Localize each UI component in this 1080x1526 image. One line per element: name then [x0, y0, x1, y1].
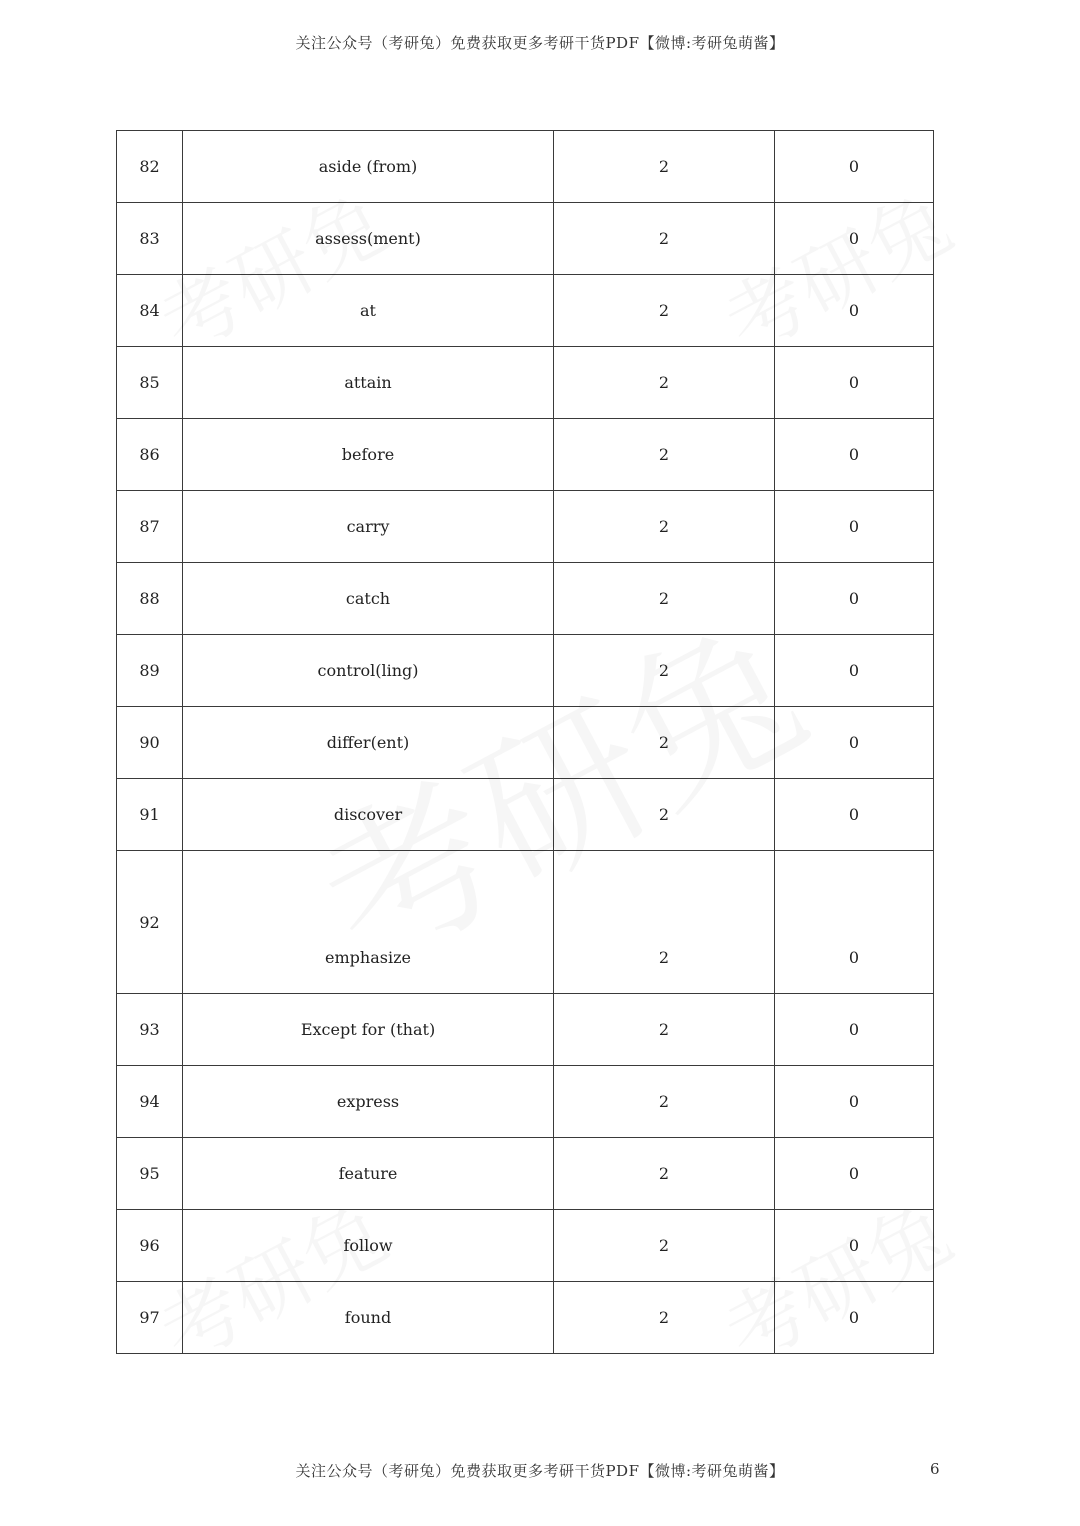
row-word: assess(ment)	[183, 203, 554, 275]
row-number: 84	[117, 275, 183, 347]
row-frequency: 2	[554, 131, 775, 203]
row-zero-count: 0	[775, 1066, 934, 1138]
row-frequency: 2	[554, 275, 775, 347]
table-row	[117, 994, 934, 1066]
row-number: 86	[117, 419, 183, 491]
row-word: at	[183, 275, 554, 347]
row-word: differ(ent)	[183, 707, 554, 779]
row-frequency: 2	[554, 491, 775, 563]
row-word: emphasize	[183, 851, 554, 994]
row-number: 85	[117, 347, 183, 419]
table-row	[117, 347, 934, 419]
row-frequency: 2	[554, 779, 775, 851]
row-zero-count: 0	[775, 203, 934, 275]
row-zero-count: 0	[775, 779, 934, 851]
row-zero-count: 0	[775, 851, 934, 994]
row-zero-count: 0	[775, 131, 934, 203]
row-word: attain	[183, 347, 554, 419]
row-frequency: 2	[554, 1138, 775, 1210]
table-row	[117, 851, 934, 994]
page-footer: 关注公众号（考研兔）免费获取更多考研干货PDF【微博:考研兔萌酱】	[295, 1462, 785, 1480]
table-row	[117, 779, 934, 851]
table-row	[117, 275, 934, 347]
row-number: 97	[117, 1282, 183, 1354]
table-row	[117, 635, 934, 707]
row-number: 88	[117, 563, 183, 635]
row-zero-count: 0	[775, 1210, 934, 1282]
row-zero-count: 0	[775, 707, 934, 779]
row-number: 90	[117, 707, 183, 779]
row-word: catch	[183, 563, 554, 635]
row-word: discover	[183, 779, 554, 851]
row-zero-count: 0	[775, 491, 934, 563]
table-row	[117, 1138, 934, 1210]
table-row	[117, 131, 934, 203]
row-word: found	[183, 1282, 554, 1354]
row-frequency: 2	[554, 635, 775, 707]
row-zero-count: 0	[775, 1282, 934, 1354]
row-zero-count: 0	[775, 635, 934, 707]
row-frequency: 2	[554, 347, 775, 419]
row-word: follow	[183, 1210, 554, 1282]
row-zero-count: 0	[775, 994, 934, 1066]
row-number: 92	[117, 851, 183, 994]
row-zero-count: 0	[775, 347, 934, 419]
row-word: aside (from)	[183, 131, 554, 203]
row-frequency: 2	[554, 707, 775, 779]
table-row	[117, 1066, 934, 1138]
row-number: 91	[117, 779, 183, 851]
row-word: carry	[183, 491, 554, 563]
row-number: 93	[117, 994, 183, 1066]
table-row	[117, 203, 934, 275]
row-number: 96	[117, 1210, 183, 1282]
row-word: before	[183, 419, 554, 491]
row-number: 94	[117, 1066, 183, 1138]
row-number: 89	[117, 635, 183, 707]
row-frequency: 2	[554, 563, 775, 635]
row-frequency: 2	[554, 203, 775, 275]
row-zero-count: 0	[775, 563, 934, 635]
page-number: 6	[930, 1460, 940, 1478]
vocab-table	[116, 130, 934, 1354]
table-row	[117, 1282, 934, 1354]
row-number: 83	[117, 203, 183, 275]
table-row	[117, 1210, 934, 1282]
table-row	[117, 491, 934, 563]
row-frequency: 2	[554, 1066, 775, 1138]
row-zero-count: 0	[775, 275, 934, 347]
table-row	[117, 707, 934, 779]
row-word: express	[183, 1066, 554, 1138]
table-row	[117, 563, 934, 635]
page-header: 关注公众号（考研兔）免费获取更多考研干货PDF【微博:考研兔萌酱】	[295, 34, 785, 52]
row-word: feature	[183, 1138, 554, 1210]
row-frequency: 2	[554, 994, 775, 1066]
table-row	[117, 419, 934, 491]
row-word: Except for (that)	[183, 994, 554, 1066]
row-word: control(ling)	[183, 635, 554, 707]
row-number: 87	[117, 491, 183, 563]
row-frequency: 2	[554, 419, 775, 491]
row-frequency: 2	[554, 851, 775, 994]
row-frequency: 2	[554, 1210, 775, 1282]
row-zero-count: 0	[775, 419, 934, 491]
row-zero-count: 0	[775, 1138, 934, 1210]
row-number: 95	[117, 1138, 183, 1210]
row-frequency: 2	[554, 1282, 775, 1354]
row-number: 82	[117, 131, 183, 203]
